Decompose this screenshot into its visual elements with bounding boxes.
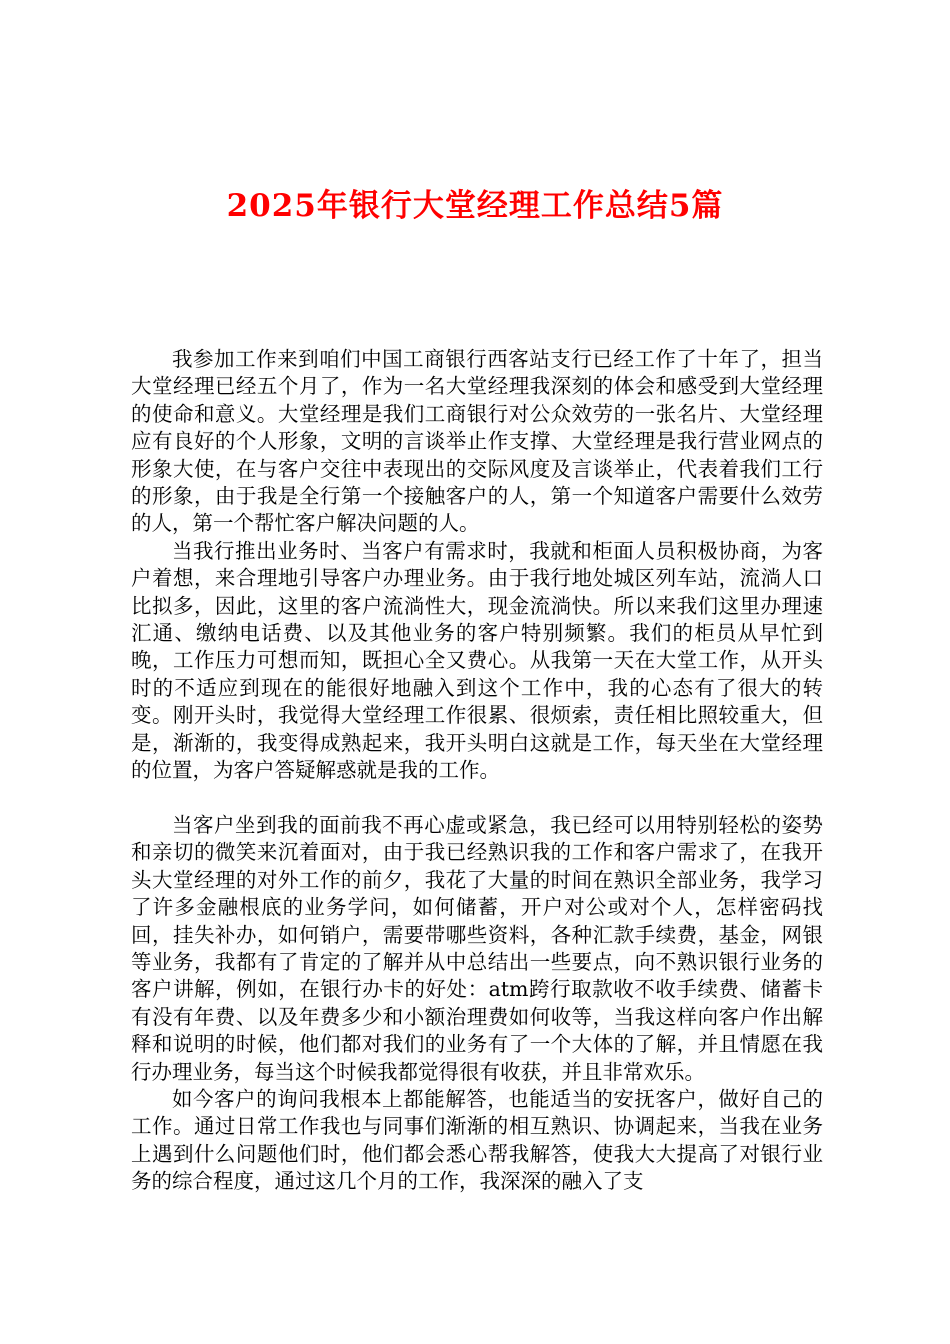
- document-body: [131, 346, 823, 1196]
- body-paragraph: 我参加工作来到咱们中国工商银行西客站支行已经工作了十年了，担当大堂经理已经五个月了，作为一名大堂经理我深刻的体会和感受到大堂经理的使命和意义。大堂经理是我们工商银行对公众效劳的一张名片、大堂经理应有良好的个人形象，文明的言谈举止作支撑、大堂经理是我行营业网点的形象大使，在与客户交往中表现出的交际风度及言谈举止，代表着我们工行的形象，由于我是全行第一个接触客户的人，第一个知道客户需要什么效劳的人，第一个帮忙客户解决问题的人。: [131, 347, 823, 536]
- body-paragraph: 当我行推出业务时、当客户有需求时，我就和柜面人员积极协商，为客户着想，来合理地引导客户办理业务。由于我行地处城区列车站，流淌人口比拟多，因此，这里的客户流淌性大，现金流淌快。所以来我们这里办理速汇通、缴纳电话费、以及其他业务的客户特别频繁。我们的柜员从早忙到晚，工作压力可想而知，既担心全又费心。从我第一天在大堂工作，从开头时的不适应到现在的能很好地融入到这个工作中，我的心态有了很大的转变。刚开头时，我觉得大堂经理工作很累、很烦索，责任相比照较重大，但是，渐渐的，我变得成熟起来，我开头明白这就是工作，每天坐在大堂经理的位置，为客户答疑解惑就是我的工作。: [131, 538, 823, 783]
- body-paragraph: 当客户坐到我的面前我不再心虚或紧急，我已经可以用特别轻松的姿势和亲切的微笑来沉着面对，由于我已经熟识我的工作和客户需求了，在我开头大堂经理的对外工作的前夕，我花了大量的时间在熟识全部业务，我学习了许多金融根底的业务学问，如何储蓄，开户对公或对个人，怎样密码找回，挂失补办，如何销户，需要带哪些资料，各种汇款手续费，基金，网银等业务，我都有了肯定的了解并从中总结出一些要点，向不熟识银行业务的客户讲解，例如，在银行办卡的好处：atm跨行取款收不收手续费、储蓄卡有没有年费、以及年费多少和小额治理费如何收等，当我这样向客户作出解释和说明的时候，他们都对我们的业务有了一个大体的了解，并且情愿在我行办理业务，每当这个时候我都觉得很有收获，并且非常欢乐。: [131, 812, 823, 1084]
- document-title: 2025年银行大堂经理工作总结5篇: [226, 188, 724, 224]
- body-paragraph: 如今客户的询问我根本上都能解答，也能适当的安抚客户，做好自己的工作。通过日常工作我也与同事们渐渐的相互熟识、协调起来，当我在业务上遇到什么问题他们时，他们都会悉心帮我解答，使我大大提高了对银行业务的综合程度，通过这几个月的工作，我深深的融入了支: [131, 1086, 823, 1194]
